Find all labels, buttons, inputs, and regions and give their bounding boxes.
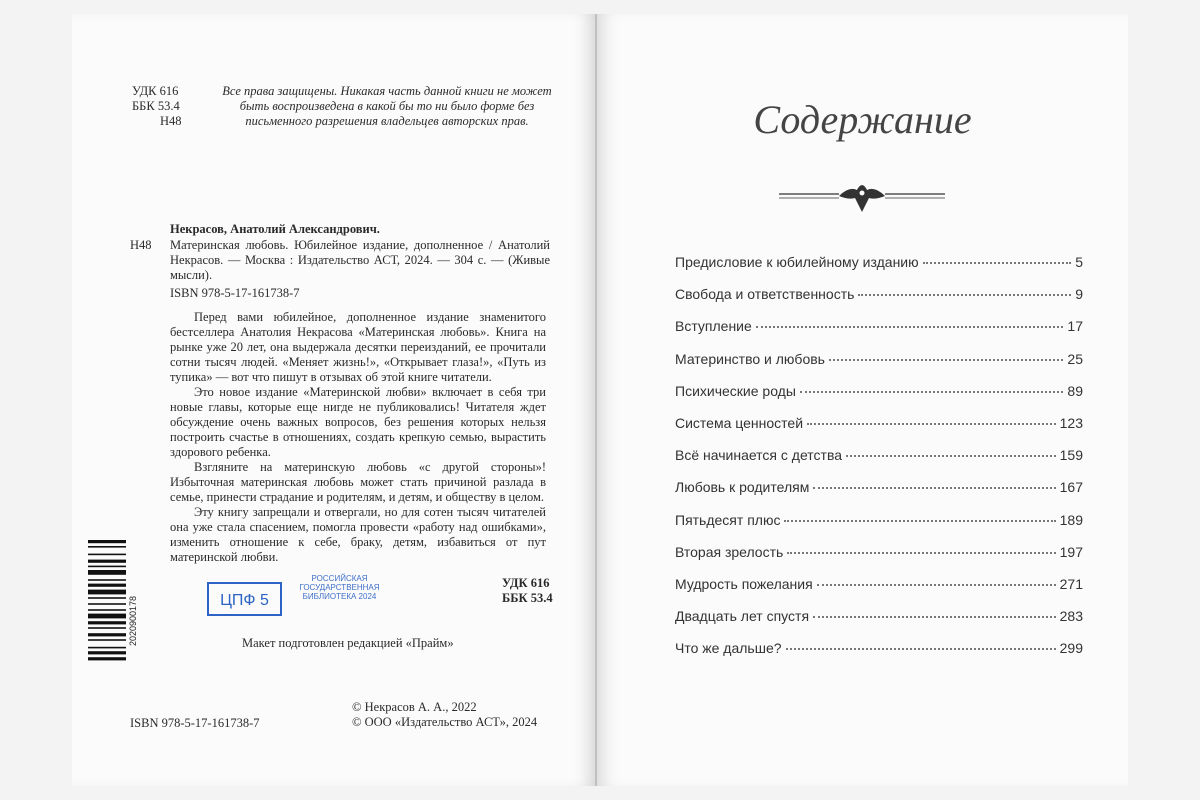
toc-entry — [675, 576, 1083, 608]
barcode-bar — [88, 560, 126, 563]
toc-leader-dots — [756, 326, 1064, 328]
cpf-stamp: ЦПФ 5 — [207, 582, 282, 616]
toc-entry-page: 25 — [1067, 350, 1083, 367]
toc-entry-title: Двадцать лет спустя — [675, 608, 810, 625]
toc-leader-dots — [858, 294, 1071, 296]
toc-leader-dots — [923, 262, 1072, 264]
toc-entry-title: Всё начинается с детства — [675, 447, 843, 464]
barcode-bar — [88, 540, 126, 543]
toc-entry-page: 123 — [1059, 414, 1083, 431]
toc-entry-page: 167 — [1059, 479, 1083, 496]
barcode-bar — [88, 554, 126, 556]
udk-block — [132, 84, 182, 129]
toc-entry — [675, 479, 1083, 511]
annotation-paragraph: Перед вами юбилейное, дополненное издание знаменитого бестселлера Анатолия Некрасова «Материнская любовь». Книга на рынке уже 20 лет, она выдержала десятки переизданий, ее прочитали сотни тысяч людей. «Меняет жизнь!», «Открывает глаза!», «Путь из тупика» — вот что пишут в отзывах об этой книге читатели. — [170, 310, 546, 384]
ornament-divider — [777, 176, 947, 216]
barcode-bar — [88, 621, 126, 624]
barcode — [86, 536, 142, 706]
toc-entry-title: Психические роды — [675, 382, 796, 399]
toc-entry — [675, 415, 1083, 447]
toc-leader-dots — [813, 487, 1055, 489]
bibliographic-record: Материнская любовь. Юбилейное издание, дополненное / Анатолий Некрасов. — Москва : Издательство АСТ, 2024. — 304 с. — (Живые мысли). — [170, 238, 550, 282]
annotation-paragraph: Это новое издание «Материнской любви» включает в себя три новые главы, которые еще нигде не публиковались! Читателя ждет обсуждение очень важных вопросов, без решения которых нельзя построить счастье в отношениях, создать крепкую семью, вырастить здорового ребенка. — [170, 385, 546, 459]
contents-title: Содержание — [753, 97, 972, 142]
barcode-bar — [88, 546, 126, 548]
toc-entry-title: Пятьдесят плюс — [675, 511, 781, 528]
copyright-lines — [352, 700, 537, 730]
toc-entry-page: 197 — [1059, 543, 1083, 560]
toc-entry — [675, 351, 1083, 383]
toc-entry — [675, 512, 1083, 544]
toc-entry-page: 159 — [1059, 447, 1083, 464]
toc-leader-dots — [800, 391, 1064, 393]
toc-entry-title: Любовь к родителям — [675, 479, 810, 496]
udk-bottom-block — [502, 576, 553, 606]
copyright-publisher: © ООО «Издательство АСТ», 2024 — [352, 715, 538, 729]
layout-credit: Макет подготовлен редакцией «Прайм» — [242, 636, 454, 650]
toc-entry-page: 89 — [1067, 382, 1083, 399]
barcode-bar — [88, 566, 126, 568]
toc-leader-dots — [784, 520, 1055, 522]
toc-entry-page: 189 — [1059, 511, 1083, 528]
toc-leader-dots — [817, 584, 1056, 586]
toc-leader-dots — [829, 359, 1063, 361]
toc-entry-title: Что же дальше? — [675, 640, 782, 657]
barcode-number: 2020900178 — [128, 595, 138, 647]
contents-page — [597, 14, 1128, 786]
toc-entry-title: Вторая зрелость — [675, 543, 784, 560]
toc-entry-page: 299 — [1059, 640, 1083, 657]
toc-entry-title: Мудрость пожелания — [675, 575, 813, 592]
toc-entry-page: 271 — [1059, 575, 1083, 592]
barcode-bar — [88, 633, 126, 636]
annotation — [170, 310, 546, 565]
barcode-bar — [88, 614, 126, 619]
author-name: Некрасов, Анатолий Александрович. — [170, 222, 380, 236]
copyright-page — [72, 14, 595, 786]
barcode-bar — [88, 651, 126, 654]
udk-code-bottom: УДК 616 — [502, 576, 550, 590]
toc-entry — [675, 318, 1083, 350]
toc-leader-dots — [807, 423, 1056, 425]
toc-entry — [675, 608, 1083, 640]
toc-leader-dots — [813, 616, 1056, 618]
library-stamp: РОССИЙСКАЯ ГОСУДАРСТВЕННАЯ БИБЛИОТЕКА 2024 — [299, 574, 380, 601]
barcode-bar — [88, 609, 126, 611]
toc-entry-page: 283 — [1059, 608, 1083, 625]
toc-entry-title: Материнство и любовь — [675, 350, 825, 367]
toc-leader-dots — [787, 552, 1055, 554]
bbk-code-bottom: ББК 53.4 — [502, 591, 553, 605]
toc-entry-title: Система ценностей — [675, 414, 804, 431]
toc-entry — [675, 640, 1083, 672]
barcode-bar — [88, 627, 126, 629]
barcode-bar — [88, 579, 126, 581]
toc-entry — [675, 286, 1083, 318]
toc-leader-dots — [786, 648, 1056, 650]
annotation-paragraph: Взгляните на материнскую любовь «с другой стороны»! Избыточная материнская любовь может стать причиной разлада в семье, принести страдание и родителям, и детям, и обществу в целом. — [170, 460, 546, 504]
annotation-paragraph: Эту книгу запрещали и отвергали, но для сотен тысяч читателей она уже стала спасением, помогла провести «работу над ошибками», изменить отношение к себе, браку, детям, избавиться от пут материнской любви. — [170, 505, 546, 564]
toc-entry — [675, 447, 1083, 479]
table-of-contents — [675, 254, 1083, 672]
barcode-bar — [88, 603, 126, 605]
udk-code: УДК 616 — [132, 84, 179, 98]
rights-notice: Все права защищены. Никакая часть данной книги не может быть воспроизведена в какой бы то ни было форме без письменного разрешения владельцев авторских прав. — [222, 84, 552, 128]
barcode-bar — [88, 639, 126, 641]
barcode-bar — [88, 590, 126, 595]
toc-entry-page: 17 — [1067, 318, 1083, 335]
toc-entry — [675, 383, 1083, 415]
toc-entry-title: Предисловие к юбилейному изданию — [675, 254, 919, 270]
bbk-code: ББК 53.4 — [132, 99, 180, 113]
author-mark-2: Н48 — [130, 238, 152, 252]
toc-entry-title: Вступление — [675, 318, 752, 335]
barcode-bar — [88, 647, 126, 649]
toc-entry — [675, 254, 1083, 286]
barcode-bar — [88, 570, 126, 575]
isbn: ISBN 978-5-17-161738-7 — [170, 286, 300, 300]
isbn-bottom: ISBN 978-5-17-161738-7 — [130, 716, 260, 730]
copyright-author: © Некрасов А. А., 2022 — [352, 700, 477, 714]
toc-entry-page: 9 — [1075, 286, 1083, 303]
author-mark: Н48 — [160, 114, 182, 128]
barcode-bar — [88, 597, 126, 599]
toc-entry-title: Свобода и ответственность — [675, 286, 855, 303]
barcode-bar — [88, 657, 126, 660]
toc-entry — [675, 544, 1083, 576]
barcode-bar — [88, 584, 126, 587]
toc-leader-dots — [846, 455, 1056, 457]
toc-entry-page: 5 — [1075, 254, 1083, 270]
